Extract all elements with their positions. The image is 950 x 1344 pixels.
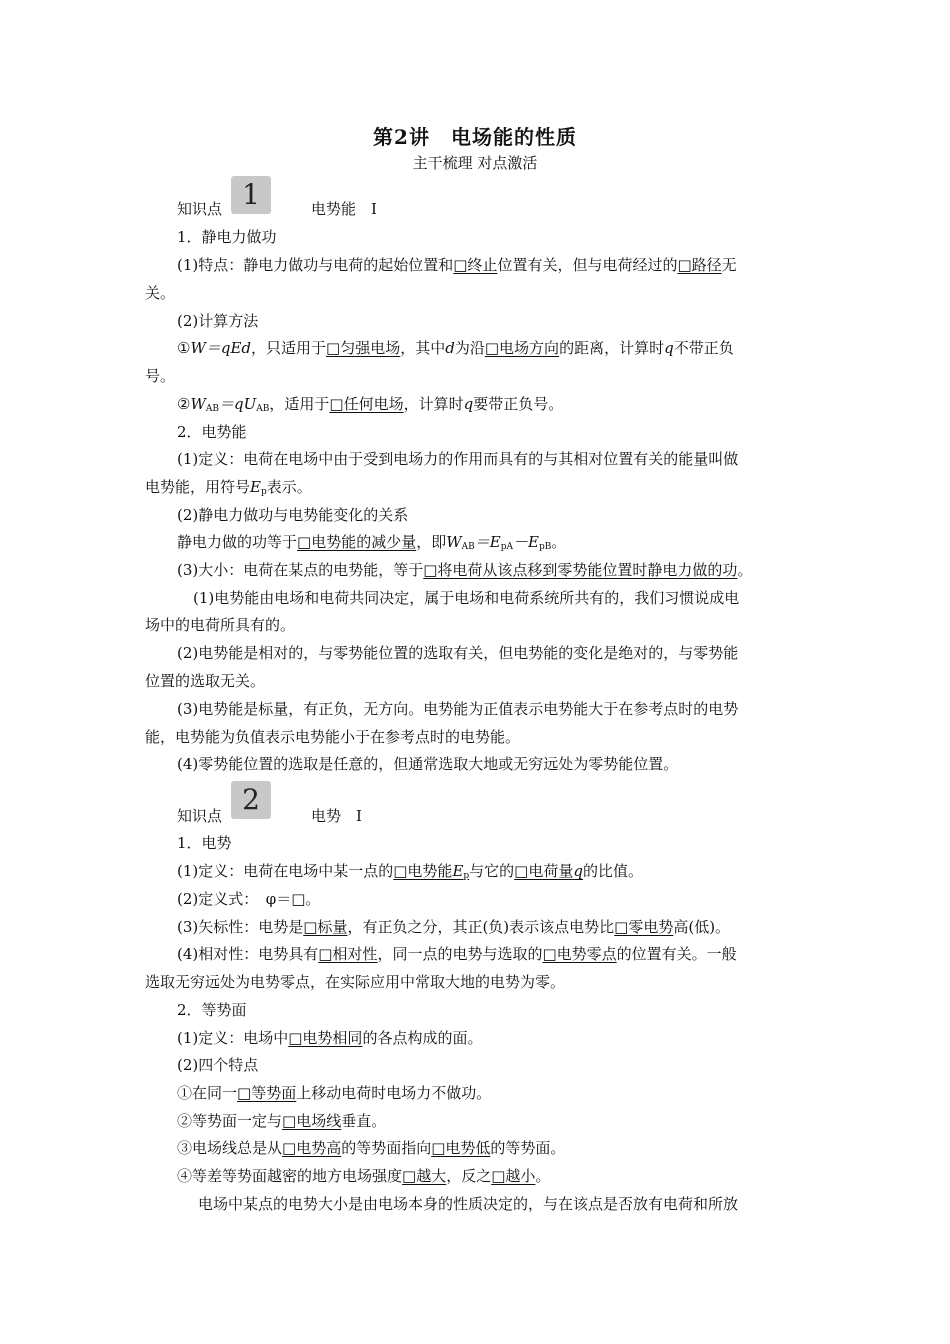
answer-blank: □路径 bbox=[677, 256, 722, 274]
text-line: (2)定义式： φ＝□。 bbox=[177, 890, 321, 908]
text-line: 静电力做的功等于□电势能的减少量，即$W_{AB}=E_{pA}-E_{pB}$。 bbox=[177, 533, 567, 552]
text-line: 号。 bbox=[145, 367, 176, 385]
answer-blank: □终止 bbox=[453, 256, 498, 274]
answer-blank: □相对性 bbox=[318, 945, 378, 963]
answer-blank: □电势零点 bbox=[542, 945, 617, 963]
text-line: (2)计算方法 bbox=[177, 312, 259, 330]
knowledge-point-label-1: 知识点 bbox=[177, 200, 223, 218]
text-line: ③电场线总是从□电势高的等势面指向□电势低的等势面。 bbox=[177, 1139, 566, 1157]
answer-blank: □电势相同 bbox=[288, 1029, 363, 1047]
answer-blank: □零电势 bbox=[614, 918, 674, 936]
text-line: (2)四个特点 bbox=[177, 1056, 259, 1074]
text-line: 关。 bbox=[145, 284, 176, 302]
knowledge-point-label-2: 知识点 bbox=[177, 807, 223, 825]
formula: W bbox=[190, 395, 206, 413]
answer-blank: □任何电场 bbox=[329, 395, 404, 413]
page-subtitle: 主干梳理 对点激活 bbox=[412, 154, 538, 172]
text-line: ④等差等势面越密的地方电场强度□越大，反之□越小。 bbox=[177, 1167, 551, 1185]
note-line: (3)电势能是标量，有正负，无方向。电势能为正值表示电势能大于在参考点时的电势 bbox=[177, 700, 739, 718]
note-line: (1)电势能由电场和电荷共同决定，属于电场和电荷系统所共有的，我们习惯说成电 bbox=[193, 589, 740, 607]
text-line: ①W＝qEd，只适用于□匀强电场，其中d为沿□电场方向的距离，计算时q不带正负 bbox=[177, 339, 734, 357]
section-heading: 2．电势能 bbox=[177, 423, 247, 441]
answer-blank: □电势能$E_p$ bbox=[393, 862, 470, 881]
answer-blank: □电场方向 bbox=[484, 339, 560, 357]
text-line: (3)矢标性：电势是□标量，有正负之分，其正(负)表示该点电势比□零电势高(低)。 bbox=[177, 918, 731, 936]
section-heading: 2．等势面 bbox=[177, 1001, 247, 1019]
answer-blank: □将电荷从该点移到零势能位置时静电力做的功 bbox=[423, 561, 738, 579]
knowledge-point-name-2: 电势 Ⅰ bbox=[311, 807, 362, 825]
answer-blank: □等势面 bbox=[237, 1084, 297, 1102]
note-line: 电场中某点的电势大小是由电场本身的性质决定的，与在该点是否放有电荷和所放 bbox=[198, 1195, 739, 1213]
answer-blank: □电荷量q bbox=[514, 862, 583, 880]
note-line: 位置的选取无关。 bbox=[145, 672, 266, 690]
answer-blank: □越小 bbox=[491, 1167, 536, 1185]
page-title: 第2讲 电场能的性质 bbox=[373, 125, 577, 149]
text-line: (1)定义：电荷在电场中某一点的□电势能$E_p$与它的□电荷量q的比值。 bbox=[177, 862, 643, 881]
section-heading: 1．电势 bbox=[177, 834, 232, 852]
section-heading: 1．静电力做功 bbox=[177, 228, 277, 246]
answer-blank: □电势高 bbox=[282, 1139, 342, 1157]
note-line: (4)零势能位置的选取是任意的，但通常选取大地或无穷远处为零势能位置。 bbox=[177, 755, 679, 773]
text-line: ②等势面一定与□电场线垂直。 bbox=[177, 1112, 387, 1130]
text-line: (1)特点：静电力做功与电荷的起始位置和□终止位置有关，但与电荷经过的□路径无 bbox=[177, 256, 737, 274]
text-line: (1)定义：电荷在电场中由于受到电场力的作用而具有的与其相对位置有关的能量叫做 bbox=[177, 450, 739, 468]
text-line: 选取无穷远处为电势零点，在实际应用中常取大地的电势为零。 bbox=[145, 973, 566, 991]
note-line: 场中的电荷所具有的。 bbox=[145, 616, 296, 634]
formula: W＝qEd bbox=[190, 339, 252, 357]
note-line: 能，电势能为负值表示电势能小于在参考点时的电势能。 bbox=[145, 728, 521, 746]
answer-blank: □电势低 bbox=[431, 1139, 491, 1157]
text-line: (3)大小：电荷在某点的电势能，等于□将电荷从该点移到零势能位置时静电力做的功。 bbox=[177, 561, 753, 579]
answer-blank: □越大 bbox=[402, 1167, 447, 1185]
text-line: (1)定义：电场中□电势相同的各点构成的面。 bbox=[177, 1029, 483, 1047]
text-line: ①在同一□等势面上移动电荷时电场力不做功。 bbox=[177, 1084, 492, 1102]
answer-blank: □标量 bbox=[303, 918, 348, 936]
text-line: (2)静电力做功与电势能变化的关系 bbox=[177, 506, 409, 524]
answer-blank: □电势能的减少量 bbox=[297, 533, 417, 551]
answer-blank: □匀强电场 bbox=[326, 339, 401, 357]
knowledge-point-badge-2: 2 bbox=[231, 781, 271, 819]
text-line: $②W_{AB}=qU_{AB}$，适用于□任何电场，计算时q要带正负号。 bbox=[177, 395, 564, 414]
answer-blank: □电场线 bbox=[282, 1112, 342, 1130]
text-line: (4)相对性：电势具有□相对性，同一点的电势与选取的□电势零点的位置有关。一般 bbox=[177, 945, 737, 963]
note-line: (2)电势能是相对的，与零势能位置的选取有关，但电势能的变化是绝对的，与零势能 bbox=[177, 644, 739, 662]
text-line: 电势能，用符号$E_p$表示。 bbox=[145, 478, 312, 497]
knowledge-point-name-1: 电势能 Ⅰ bbox=[311, 200, 377, 218]
knowledge-point-badge-1: 1 bbox=[231, 176, 271, 214]
